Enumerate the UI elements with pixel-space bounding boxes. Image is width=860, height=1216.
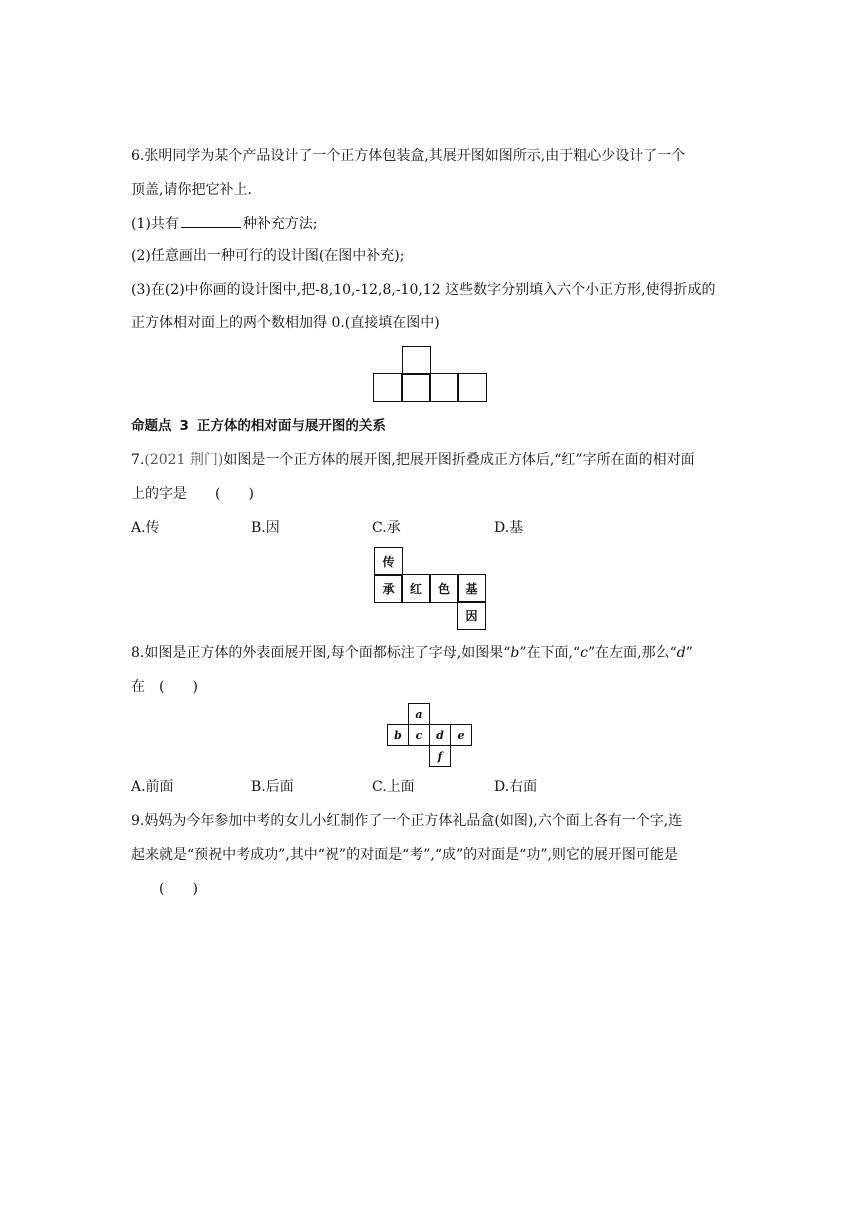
q6-net-square-top [402,346,431,375]
q8-net-cell: a [408,703,430,725]
q7-net-cell: 承 [374,574,403,603]
q8-option-a[interactable]: A.前面 [131,779,174,795]
q7-number: 7. [131,452,145,468]
q7-net-cell: 传 [374,547,403,576]
q9-answer-paren: ( ) [159,881,198,897]
q8-letter-b: b [510,645,520,661]
q6-part1-prefix: (1)共有 [131,216,179,232]
q8-option-d[interactable]: D.右面 [494,779,538,795]
q9-text-line1: 9.妈妈为今年参加中考的女儿小红制作了一个正方体礼品盒(如图),六个面上各有一个字,连 [131,813,683,829]
q7-source: (2021 荆门) [144,452,224,468]
section-label: 命题点 [131,418,172,434]
q8-text-d: ” [685,645,693,661]
q7-text-cont: 上的字是 [131,486,187,502]
q7-answer-paren: ( ) [215,486,254,502]
q6-part3-line2: 正方体相对面上的两个数相加得 0.(直接填在图中) [131,315,440,331]
q8-net-cell: f [429,745,451,767]
q7-option-a[interactable]: A.传 [131,520,160,536]
q6-net-square-4 [457,373,487,402]
q6-answer-blank[interactable] [181,213,241,228]
q7-option-d[interactable]: D.基 [494,520,524,536]
q7-option-c[interactable]: C.承 [372,520,401,536]
q8-letter-d: d [676,645,686,661]
section-number: 3 [179,418,189,434]
q8-text-cont: 在 [131,679,145,695]
q8-text-line1 [131,643,693,663]
q8-answer-paren: ( ) [159,679,198,695]
q9-text-line2: 起来就是“预祝中考成功”,其中“祝”的对面是“考”,“成”的对面是“功”,则它的展开图可能是 [131,847,678,863]
q8-net-cell: b [387,724,409,746]
q7-net-cell: 因 [457,601,486,630]
q6-part2: (2)任意画出一种可行的设计图(在图中补充); [131,248,405,264]
q7-net-cell: 红 [401,574,431,603]
q6-net-square-3 [429,373,459,402]
q8-option-b[interactable]: B.后面 [251,779,294,795]
q8-net-cell: c [408,724,430,746]
q6-text-line2: 顶盖,请你把它补上. [131,182,252,198]
q6-text-line1: 6.张明同学为某个产品设计了一个正方体包装盒,其展开图如图所示,由于粗心少设计了一个 [131,148,686,164]
q8-text-line2 [131,677,198,697]
q7-net-cell: 基 [457,574,486,603]
q8-text-b: ”在下面,“ [519,645,581,661]
q6-net-square-2 [401,373,431,402]
q8-net-cell: d [429,724,451,746]
q7-option-b[interactable]: B.因 [251,520,280,536]
q7-text-line1 [131,450,695,470]
q8-letter-c: c [580,645,588,661]
section-title: 正方体的相对面与展开图的关系 [196,418,386,434]
section-heading [131,416,386,436]
q7-net-cell: 色 [429,574,459,603]
q8-option-c[interactable]: C.上面 [372,779,415,795]
q6-part3-line1: (3)在(2)中你画的设计图中,把-8,10,-12,8,-10,12 这些数字分别填入六个小正方形,使得折成的 [131,282,716,298]
q6-net-square-1 [373,373,403,402]
q8-text-a: 8.如图是正方体的外表面展开图,每个面都标注了字母,如图果“ [131,645,511,661]
q7-text-line2 [131,484,254,504]
q6-part1-suffix: 种补充方法; [242,216,318,232]
q6-part1 [131,213,318,234]
q7-text: 如图是一个正方体的展开图,把展开图折叠成正方体后,“红”字所在面的相对面 [223,452,695,468]
q8-text-c: ”在左面,那么“ [588,645,677,661]
q8-net-cell: e [450,724,472,746]
